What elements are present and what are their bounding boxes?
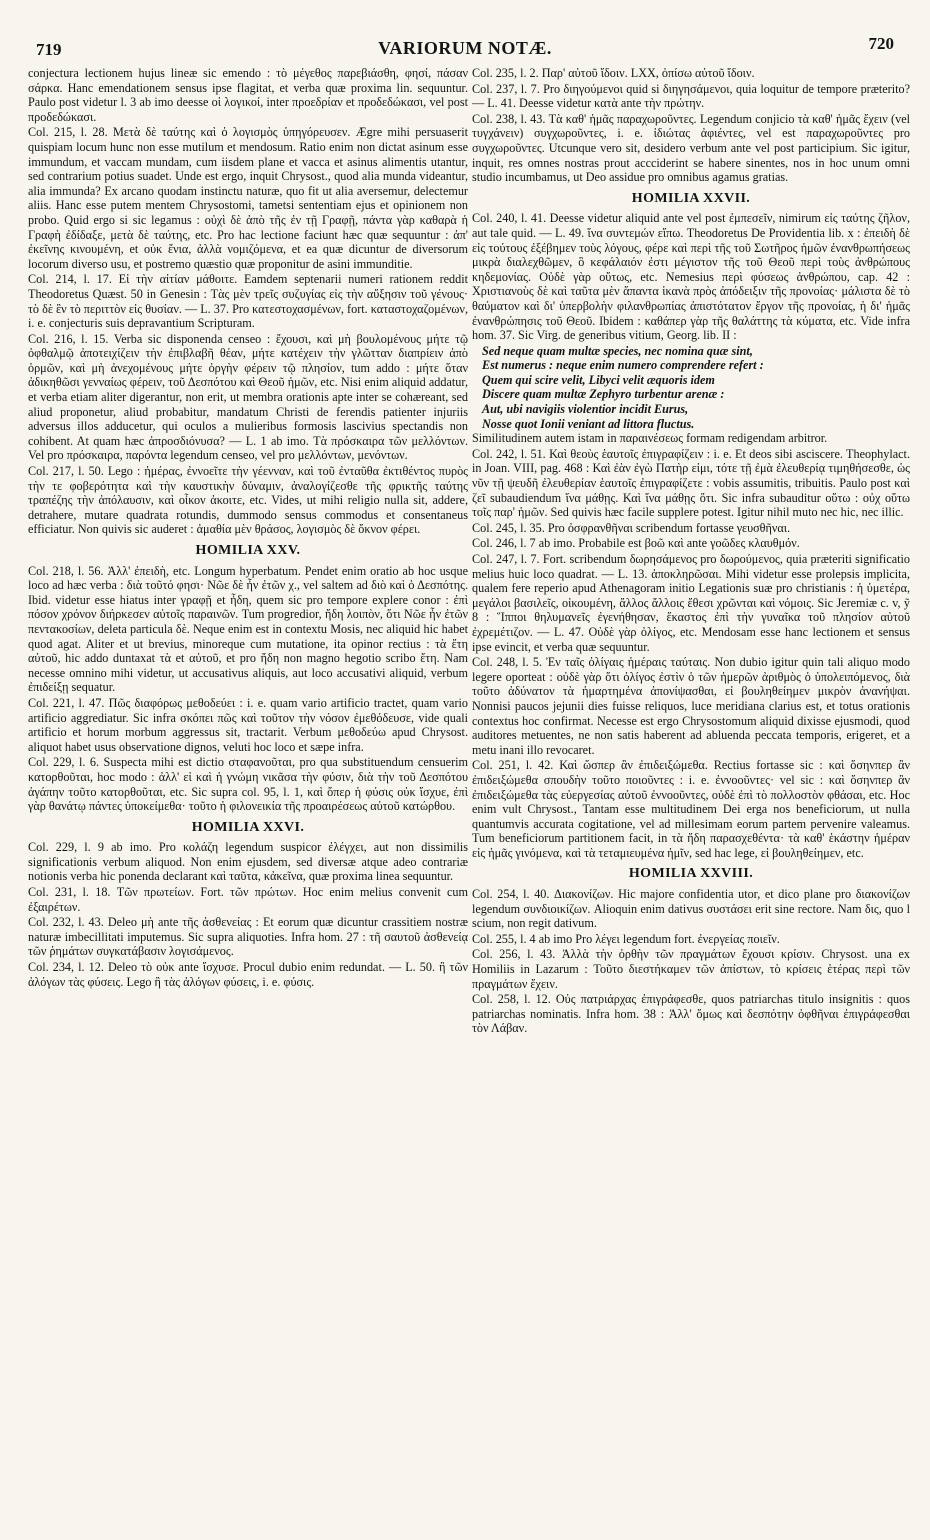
- page-number-right: 720: [868, 34, 894, 53]
- left-column: [28, 66, 468, 1532]
- note-paragraph: Col. 214, l. 17. Εἰ τὴν αἰτίαν μάθοιτε. Eamdem septenarii numeri rationem reddit Theodoretus Quæst. 50 in Genesin : Τὰς μὲν τρεῖς συζυγίας εἰς τὴν αὔξησιν τοῦ γένους· τὸ δὲ ἓν τὸ περιττὸν εἰς θυσίαν. — L. 37. Pro κατεστοχασμένων, fort. καταστοχαζομένων, i. e. conjecturis suis depravantium Scripturam.: [28, 272, 468, 331]
- verse-line: Sed neque quam multæ species, nec nomina quæ sint,: [482, 343, 753, 358]
- note-paragraph: Similitudinem autem istam in παραινέσεως formam redigendam arbitror.: [472, 431, 828, 446]
- verse-line: Nosse quot Ionii veniant ad littora fluctus.: [482, 416, 695, 431]
- note-paragraph: Col. 217, l. 50. Lego : ἡμέρας, ἐννοεῖτε τὴν γέενναν, καὶ τοῦ ἐνταῦθα ἐκτιθέντος πυρὸς τὴν τε φοβερότητα καὶ τὴν καυστικὴν δύναμιν, ἀναλογίζεσθε τῆς φρικτῆς ταύτης τραπέζης τὴν ἀπόλαυσιν, καὶ οἶκον ἀκοιτε, etc. Vides, ut mihi religio nulla sit, addere, detrahere, mutare quadrata rotundis, dummodo sensus commodus et consentaneus efficiatur. Non quivis sic auderet : ἀμαθία μὲν θράσος, λογισμὸς δὲ ὄκνον φέρει.: [28, 464, 468, 537]
- homily-heading: HOMILIA XXVI.: [191, 819, 305, 835]
- note-paragraph: Col. 232, l. 43. Deleo μὴ ante τῆς ἀσθενείας : Et eorum quæ dicuntur crassitiem nostræ naturæ imbecillitati imputemus. Sic supra aliquoties. Infra hom. 27 : τῆ σαυτοῦ ἀσθενείᾳ τῶν ῥημάτων συγκατάβασιν λογισάμενος.: [28, 915, 468, 959]
- note-paragraph: Col. 221, l. 47. Πῶς διαφόρως μεθοδεύει : i. e. quam vario artificio tractet, quam vario artificio aggrediatur. Sic infra σκόπει πῶς καὶ τοῦτον τὴν νόσον ἐμεθόδευσε, vide quali artificio et horum morbum aggressus sit, tractarit. Verbum μεθοδεύω apud Chrysost. aliquot habet usus observatione dignos, veluti hoc loco et sæpe infra.: [28, 695, 468, 754]
- note-paragraph: conjectura lectionem hujus lineæ sic emendo : τὸ μέγεθος παρεβιάσθη, φησί, πάσαν σάρκα. Hanc emendationem sensus ipse flagitat, et verba quæ proxima lin. sequuntur. Paulo post videtur l. 3 ab imo deesse οἱ λογικοί, inter προεδρίαν et προδεδώκασι, vel post προδεδώκασι.: [28, 66, 468, 124]
- note-paragraph: Col. 242, l. 51. Καὶ θεοὺς ἑαυτοῖς ἐπιγραφίζειν : i. e. Et deos sibi asciscere. Theophylact. in Joan. VIII, pag. 468 : Καὶ ἐὰν ἐγὼ Πατὴρ εἰμι, τότε τῇ ἐμὰ ἐλευθερίᾳ τιμηθήσεσθε, ὡς νῦν τῇ ψευδῆ ἐλευθερίαν ἑαυτοῖς ἐπιγραφίζετε : vobis assumitis, tribuitis. Paulo post καὶ ζεῖ subaudiendum ἵνα μάθῃς. Καὶ ἵνα μάθῃς ὅτι. Sic infra subauditur οὕτω : οὐχ οὕτω τοῖς παρ' ἡμῶν. Sed quivis hæc facile supplere potest. Igitur nihil muto nec hic, nec illic.: [472, 446, 910, 520]
- note-paragraph: Col. 231, l. 18. Τῶν πρωτείων. Fort. τῶν πρώτων. Hoc enim melius convenit cum ἐξαιρέτων.: [28, 885, 468, 914]
- note-paragraph: Col. 258, l. 12. Οὐς πατριάρχας ἐπιγράφεσθε, quos patriarchas titulo insignitis : quos patriarchas nominatis. Infra hom. 38 : Ἀλλ' ὅμως καὶ δεσπότην ὀφθῆναι ἐπιγράφεσθαι τὸν Λάβαν.: [472, 992, 910, 1036]
- note-paragraph: Col. 234, l. 12. Deleo τὸ οὐκ ante ἴσχυσε. Procul dubio enim redundat. — L. 50. ἢ τῶν ἀλόγων τὰς φύσεις. Lego ἢ τὰς ἀλόγων φύσεις, i. e. φύσις.: [28, 960, 468, 989]
- note-paragraph: Col. 255, l. 4 ab imo Pro λέγει legendum fort. ἐνεργείας ποιεῖν.: [472, 931, 780, 946]
- right-column: [472, 66, 910, 1532]
- note-paragraph: Col. 245, l. 35. Pro ὀσφρανθῆναι scribendum fortasse γευσθῆναι.: [472, 520, 791, 535]
- homily-heading: HOMILIA XXV.: [195, 543, 301, 558]
- note-paragraph: Col. 237, l. 7. Pro διηγούμενοι quid si διηγησάμενοι, quia loquitur de tempore præterito? — L. 41. Deesse videtur κατὰ ante τὴν πρώτην.: [472, 81, 910, 111]
- note-paragraph: Col. 246, l. 7 ab imo. Probabile est βοῶ καὶ ante γοῶδες κλαυθμόν.: [472, 536, 800, 551]
- note-paragraph: Col. 218, l. 56. Ἀλλ' ἐπειδὴ, etc. Longum hyperbatum. Pendet enim oratio ab hoc usque loco ad hæc verba : διὰ τοῦτό φησι· Νῶε δὲ ἦν ἐτῶν χ., vel saltem ad διὸ καὶ ὁ Δεσπότης. Ibid. videtur esse hiatus inter γραφῇ et ἦδη, quem sic pro tempore explere conor : ἐπὶ πόσον χρόνον διήρκεσεν αὐτοῖς παραινῶν. Tum progredior, ἤδη λοιπὸν, ὅτι Νῶε ἦν ἐτῶν πεντακοσίων, deleta particula δὲ. Neque enim est in contextu Mosis, nec aliquid hic habet quod agat. Aliter et ut brevius, minoreque cum mutatione, ita opinor rectius : τὰ ἔτη αὐτοῦ, hic addo duntaxat τὰ et αὐτοῦ, et pro ἤδη non magno hegotio scribo ἔτη. Nam necesse omnino mihi videtur, ut accusativus aliquis, aut loco accusativi aliquid, verbum ἐπιδείξῃ sequatur.: [28, 563, 468, 695]
- note-paragraph: Col. 254, l. 40. Διακονίζων. Hic majore confidentia utor, et dico plane pro διακονίζων legendum συνδιοικίζων. Alioquin enim dativus συστάσει erit sine rectore. Nam δις, quo l scium, non regit dativum.: [472, 887, 910, 931]
- note-paragraph: Col. 240, l. 41. Deesse videtur aliquid ante vel post ἐμπεσεῖν, nimirum εἰς ταύτης ζῆλον, aut tale quid. — L. 49. ἵνα συντεμών εἴπω. Theodoretus De Providentia lib. x : ἐπειδὴ δὲ εἰς τούτους ἐξέβημεν τοὺς λόγους, φέρε καὶ περὶ τῆς τοῦ Σωτῆρος ἡμῶν ἐνανθρωπήσεως μικρὰ διαλεχθῶμεν, ὃ κεφάλαιόν ἐστι μέγιστον τῆς τοῦ Θεοῦ περὶ τοὺς ἀνθρώπους κηδεμονίας. Οὐδὲ γὰρ οὕτως, etc. Nemesius περὶ φύσεως ἀνθρώπου, cap. 42 : Χριστιανοὺς δὲ καὶ ταῦτα μὲν ἅπαντα ἱκανὰ πρὸς ἀπόδειξιν τῆς προνοίας· μάλιστα δὲ τὸ θαύματον καὶ δι' ὑπερβολὴν φιλανθρωπίας ἀπιστότατον ἔργον τῆς προνοίας, ἡ δι' ἡμᾶς ἐνανθρώπησις τοῦ Θεοῦ. Ibidem : καθάπερ γὰρ τῆς θαλάττης τὰ κύματα, etc. Vide infra hom. 37. Sic Virg. de generibus vitium, Georg. lib. II :: [472, 211, 910, 343]
- page-number-left: 719: [36, 40, 62, 59]
- verse-line: Est numerus : neque enim numero comprendere refert :: [482, 358, 764, 373]
- note-paragraph: Col. 235, l. 2. Παρ' αὐτοῦ ἴδοιν. LXX, ὀπίσω αὐτοῦ ἴδοιν.: [472, 66, 755, 80]
- verse-line: Discere quam multæ Zephyro turbentur arenæ :: [482, 387, 725, 402]
- homily-heading: HOMILIA XXVII.: [631, 190, 751, 206]
- note-paragraph: Col. 247, l. 7. Fort. scribendum δωρησάμενος pro δωρούμενος, quia præteriti significatio melius huic loco quadrat. — L. 13. ἀποκληρῶσαι. Mihi videtur esse prolepsis implicita, qualem fere reperio apud Athenagoram initio Legationis suæ pro christianis : ἡ ὑμετέρα, μεγάλοι βασιλεῖς, οἰκουμένη, ἄλλος ἄλλοις ἔθεσι χρῶνται καὶ νόμοις. Sic Jeremiæ c. v, ỹ 8 : Ἵπποι θηλυμανεῖς ἐγενήθησαν, ἕκαστος ἐπὶ τὴν γυναῖκα τοῦ πλησίον αὐτοῦ ἐχρεμέτιζον. — L. 47. Οὐδὲ γὰρ ὀλίγος, etc. Mendosam esse hanc lectionem et sensus ipse evincit, et verba quæ sequuntur.: [472, 552, 910, 654]
- note-paragraph: Col. 251, l. 42. Καὶ ὥσπερ ἂν ἐπιδειξώμεθα. Rectius fortasse sic : καὶ ὅσηνπερ ἂν ἐπιδειξώμεθα σπουδὴν τοῦτο ποιοῦντες : i. e. ἐννοοῦντες· vel sic : καὶ ὅσηνπερ ἂν ἐπιδειξώμεθα τὰς εὐεργεσίας αὐτοῦ ἐννοοῦντες, οὐδὲ ἐπὶ τὸ πολλοστὸν φθάσαι, etc. Hoc enim vult Chrysost., Tantam esse multitudinem Dei erga nos beneficiorum, ut nulla quantumvis accurata cogitatione, vel ad millesimam eorum partem pervenire valeamus. Tum beneficiorum partitionem facit, in τὰ ἤδη παρασχεθέντα· τὰ καθ' ἑκάστην ἡμέραν εἰς ἡμᾶς γινόμενα, καὶ τὰ τεταμιευμένα ἡμῖν, sed hac lege, εἰ βουληθείημεν, etc.: [472, 758, 910, 860]
- page-header: [30, 32, 900, 62]
- verse-line: Quem qui scire velit, Libyci velit æquoris idem: [482, 372, 715, 387]
- verse-line: Aut, ubi navigiis violentior incidit Eurus,: [482, 402, 689, 417]
- note-paragraph: Col. 229, l. 9 ab imo. Pro κολάζη legendum suspicor ἐλέγχει, aut non dissimilis significationis verbum aliquod. Non enim ejusdem, sed diversæ atque adeo contrariæ notionis verba hic ponenda declarant καὶ ταῦτα, κἀκεῖνα, quæ proxima linea sequuntur.: [28, 840, 468, 884]
- note-paragraph: Col. 229, l. 6. Suspecta mihi est dictio σταφανοῦται, pro qua substituendum censuerim κατορθοῦται, hoc modo : ἀλλ' εἰ καὶ ἡ γνώμη νικᾶσα τὴν φύσιν, διὰ τὴν τοῦ Δεσπότου ἀγάπην τοῦτο κατορθοῦται, etc. Sic supra col. 95, l. 1, καὶ ὅπερ ἡ φύσις οὐκ ἴσχυε, ἐπὶ γὰρ θανάτῳ πάντες ὑποκείμεθα· τοῦτο ἡ φιλονεικία τῆς προαιρέσεως αὐτοῦ κατώρθου.: [28, 755, 468, 814]
- note-paragraph: Col. 216, l. 15. Verba sic disponenda censeo : ἔχουσι, καὶ μὴ βουλομένους μήτε τῷ ὀφθαλμῷ ἀποτειχίζειν τὴν ἐπιβλαβῆ θέαν, μήτε κατέχειν τὴν γλῶτταν διαπρίειν ἀπὸ ὁρμῶν, καὶ μὴ ἀνεχομένους μήτε ὀργὴν φέρειν τῷ πλησίον, tum addo : μήτε ὅταν ἀδικηθῶσι γενναίως φέρειν, τοῦ Δεσπότου καὶ Θεοῦ ἡμῶν, etc. Nisi enim aliquid addatur, et verba etiam aliter digerantur, non erit, ut membra orationis apte inter se cohæreant, sed aliud proponetur, aliud probabitur, mandatum Christi de ferendis patienter injuriis adversus illos adducetur, qui oculos a mulieribus formosis lascivius spectandis non cohibent. At quam hæc ἀπροσδιόνυσα? — L. 1 ab imo. Τὰ πρόσκαιρα τῶν μελλόντων. Vel pro πρόσκαιρα, παρόντα legendum censeo, vel pro μελλόντων, μενόντων.: [28, 331, 468, 463]
- note-paragraph: Col. 256, l. 43. Ἀλλὰ τὴν ὀρθὴν τῶν πραγμάτων ἔχουσι κρίσιν. Chrysost. una ex Homiliis in Lazarum : Τοῦτο διεστήκαμεν τῶν ἀπίστων, τὸ κρίσεις ἑτέρας περὶ τῶν πραγμάτων ἔχειν.: [472, 947, 910, 991]
- note-paragraph: Col. 215, l. 28. Μετὰ δὲ ταύτης καὶ ὁ λογισμὸς ὑπηγόρευσεν. Ægre mihi persuaserit quispiam locum hunc non esse mutilum et mendosum. Ratio enim non dictat asinum esse immundum, et vaccam mundam, cum iisdem plane et vacca et asinus alimentis utantur, sed contrarium potius suadet. Unde est ergo, inquit Chrysost., quod alia munda videantur, alia immunda? Ex arcano quodam instinctu naturæ, quo fit ut alia aversemur, delectemur aliis. Hanc esse putem mentem Chrysostomi, tametsi sententiam ejus et opinionem non probo. Quid ergo si sic legamus : οὐχὶ δὲ ἀπὸ τῆς ἐν τῇ Γραφῇ, πάντα γὰρ καθαρὰ ἡ Γραφὴ ἐδίδαξε, μετὰ δὲ ταύτης, etc. Pro hac lectione faciunt hæc quæ sequuntur : ἀπ' ἐκεῖνης κινουμένη, et οὐκ ἔνια, ἀλλὰ νομιζόμενα, et ea quæ dicuntur de diversorum locorum diverso usu, et postremo quæstio quæ proponitur de asini immunditie.: [28, 125, 468, 271]
- homily-heading: HOMILIA XXVIII.: [628, 866, 754, 882]
- note-paragraph: Col. 248, l. 5. Ἐν ταῖς ὀλίγαις ἡμέραις ταύταις. Non dubio igitur quin tali aliquo modo legere oporteat : οὐδὲ γὰρ ὅτι ὀλίγος ἐστὶν ὁ τῶν ἡμερῶν ἀριθμὸς ὁ ὑπολειπόμενος, διὰ τοῦτο ἀδύνατον τὰ ἡμαρτημένα ἀπονίψασθαι, εἰ βουληθείημεν μικρὸν ἀνανήψαι. Nonnisi paucos jejunii dies fuisse reliquos, luce meridiana clarius est, et totus orationis contextus hoc confirmat. Necesse est ergo Chrysostomum aliquid dixisse ejusmodi, quod auditores metuentes, ne non satis haberent ad abluenda peccata temporis, erigeret, et a metu inani illo revocaret.: [472, 655, 910, 757]
- note-paragraph: Col. 238, l. 43. Τὰ καθ' ἡμᾶς παραχωροῦντες. Legendum conjicio τὰ καθ' ἡμᾶς ἔχειν (vel τυγχάνειν) συγχωροῦντες, i. e. ἰδιώτας ἀφιέντες, vel est παραχωροῦντες pro συγχωροῦντες. Utcunque vero sit, desidero verbum ante vel post participium. Sic igitur, inquit, res omnes nostras prout accciderint se habere sinentes, nos in hoc unum omni studio incumbamus, ut Deo assidue pro omnibus agamus gratias.: [472, 111, 910, 185]
- running-title: VARIORUM NOTÆ.: [378, 38, 552, 58]
